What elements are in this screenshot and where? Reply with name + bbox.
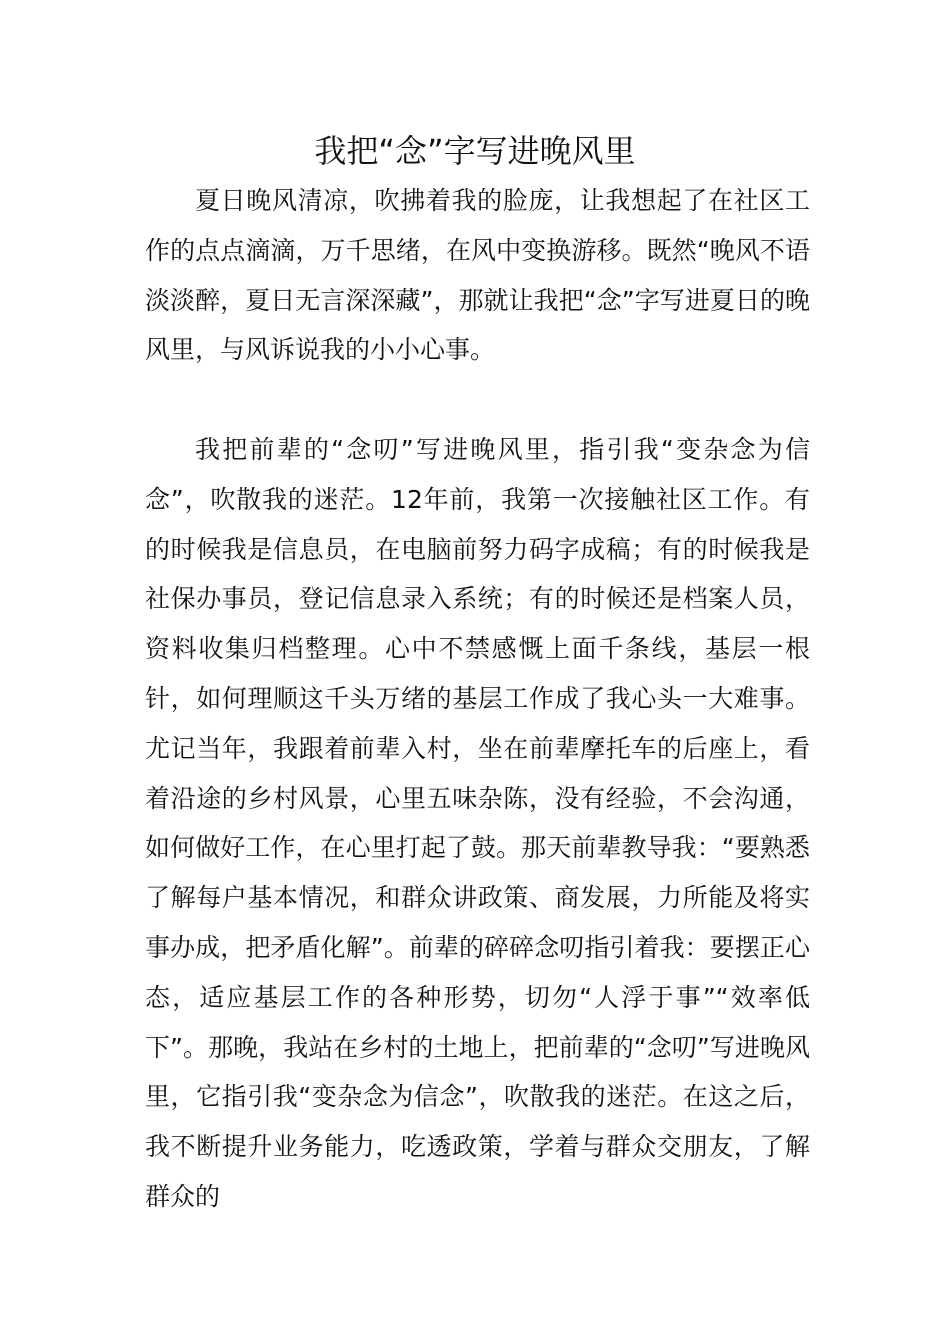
paragraph-1: 夏日晚风清凉，吹拂着我的脸庞，让我想起了在社区工作的点点滴滴，万千思绪，在风中变换游移。既然“晚风不语淡淡醉，夏日无言深深藏”，那就让我把“念”字写进夏日的晚风里，与风诉说我的小小心事。 [145,186,810,365]
paragraph-2: 我把前辈的“念叨”写进晚风里，指引我“变杂念为信念”，吹散我的迷茫。12年前，我第一次接触社区工作。有的时候我是信息员，在电脑前努力码字成稿；有的时候我是社保办事员，登记信息录入系统；有的时候还是档案人员，资料收集归档整理。心中不禁感慨上面千条线，基层一根针，如何理顺这千头万绪的基层工作成了我心头一大难事。尤记当年，我跟着前辈入村，坐在前辈摩托车的后座上，看着沿途的乡村风景，心里五味杂陈，没有经验，不会沟通，如何做好工作，在心里打起了鼓。那天前辈教导我：“要熟悉了解每户基本情况，和群众讲政策、商发展，力所能及将实事办成，把矛盾化解”。前辈的碎碎念叨指引着我：要摆正心态，适应基层工作的各种形势，切勿“人浮于事”“效率低下”。那晚，我站在乡村的土地上，把前辈的“念叨”写进晚风里，它指引我“变杂念为信念”，吹散我的迷茫。在这之后，我不断提升业务能力，吃透政策，学着与群众交朋友，了解群众的 [145,435,810,1211]
document-title: 我把“念”字写进晚风里 [314,132,636,170]
